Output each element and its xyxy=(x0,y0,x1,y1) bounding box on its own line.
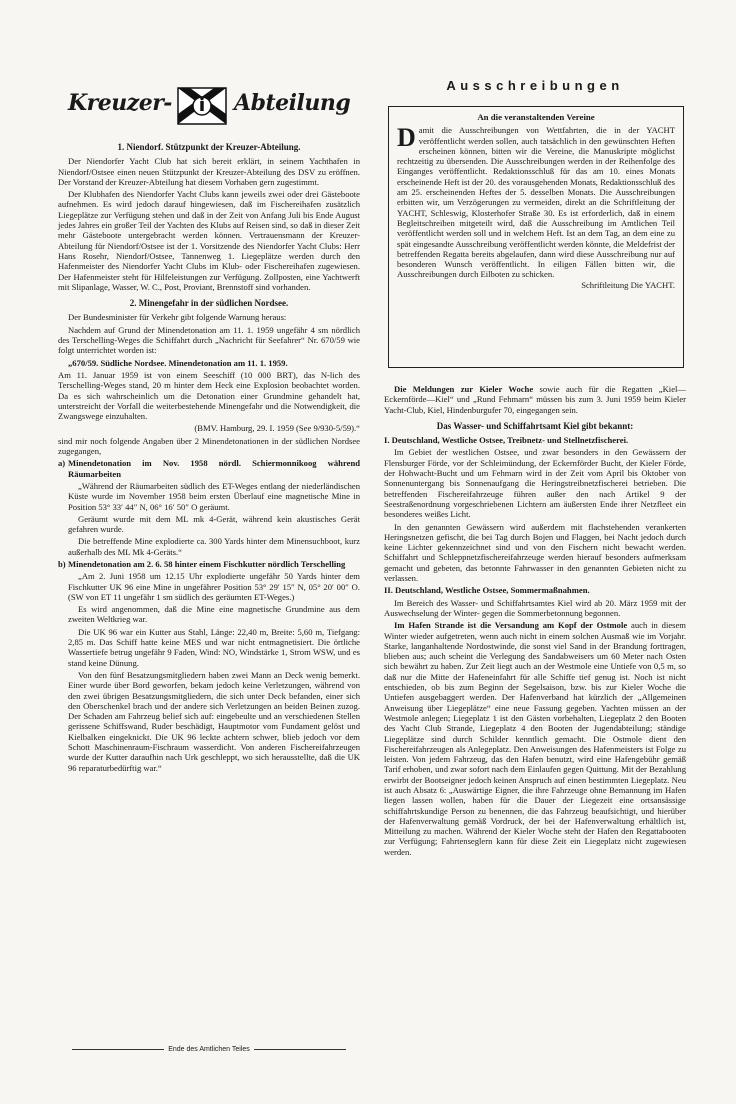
notice-quote-body: Am 11. Januar 1959 ist von einem Seeschiff (10 000 BRT), das N-lich des Terschelling-Weges stand, 20 m hinter dem Heck eine Explosion beobachtet worden. Da es sich wahrscheinlich um die Detonation einer Grundmine gehandelt hat, unterstreicht der Vorfall die weiterbestehende Minengefahr und die Notwendigkeit, die Zwangswege einzuhalten. xyxy=(58,369,360,422)
notice-box-body: amit die Ausschreibungen von Wettfahrten, die in der YACHT veröffentlicht werden sollen, auch tatsächlich in den gewünschten Heften erscheinen können, bitten wir die Vereine, die Manuskripte möglichst rechtzeitig zu übersenden. Die Ausschreibungen werden in der Reihenfolge des Einganges veröffentlicht. Redaktionsschluß für das am 10. eines Monats erscheinende Heft ist der 20. des vorausgehenden Monats, Redaktionsschluß des am 25. erscheinenden Heftes der 5. desselben Monats. Die Ausschreibungen erbitten wir, um Verzögerungen zu vermeiden, direkt an die Schriftleitung der YACHT, Schleswig, Klosterhofer Straße 30. Es ist erforderlich, daß in einem Begleitschreiben mitgeteilt wird, daß die Ausschreibung im Amtlichen Teil veröffentlicht werden soll und in welchem Heft. Ist an dem Tag, an dem eine zu spät eingesandte Ausschreibung veröffentlicht werden könnte, die Meldefrist der betreffenden Regatta bereits abgelaufen, dann wird diese Ausschreibung nur auf besonderen Wunsch veröffentlicht. In eiligen Fällen bitten wir, die Ausschreibungen durch Eilboten zu schicken. xyxy=(397,125,675,280)
list-item-b xyxy=(58,558,360,773)
list-item-paragraph: Von den fünf Besatzungsmitgliedern haben zwei Mann an Deck wenig bemerkt. Einer wurde über Bord geworfen, bekam jedoch keine Verletzungen, während von den zwei übrigen Besatzungsmitgliedern, die sich unter Deck befanden, einer sich den Oberschenkel brach und der andere sich Verletzungen an beiden Beinen zuzog. Der Schaden am Fahrzeug belief sich auf: eingebeulte und an verschiedenen Stellen gerissene Schiffswand, Ruder beschädigt, Hauptmotor vom Fundament gelöst und Kielbalken eingeknickt. Die UK 96 leckte achtern schwer, blieb jedoch vor dem Schott Maschinenraum-Fischraum wasserdicht. Von anderen Fischereifahrzeugen wurde der Kutter daraufhin nach Urk geschleppt, wo sich herausstellte, daß die UK 96 reparaturbedürftig war.“ xyxy=(68,669,360,773)
kreuzer-abteilung-heading xyxy=(58,84,360,130)
section-1-title: 1. Niendorf. Stützpunkt der Kreuzer-Abteilung. xyxy=(117,142,301,152)
heading-left-text: Kreuzer- xyxy=(68,90,172,116)
drop-cap: D xyxy=(397,123,416,153)
list-item-paragraph: Die UK 96 war ein Kutter aus Stahl, Länge: 22,40 m, Breite: 5,60 m, Tiefgang: 2,85 m. Das Schiff hatte keine MES und war nicht entmagnetisiert. Die örtliche Wassertiefe betrug ungefähr 9 Faden, Wind: NO, Windstärke 1, Strom WSW, und es stand keine Dünung. xyxy=(68,626,360,668)
notice-box-signature: Schriftleitung Die YACHT. xyxy=(581,279,675,290)
list-item-paragraph: „Am 2. Juni 1958 um 12.15 Uhr explodierte ungefähr 50 Yards hinter dem Fischkutter UK 96 eine Mine in ungefährer Position 53° 29′ 15″ N, 05° 20′ 00″ O. (SW von ET 11 ungefähr 1 sm südlich des geräumten ET-Weges.) xyxy=(68,571,360,602)
kieler-woche-text: sowie auch für die Regatten „Kiel—Eckernförde—Kiel“ und „Rund Fehmarn“ müssen bis zum 3. Juni 1959 beim Kieler Yacht-Club, Kiel, Hindenburgufer 70, eingegangen sein. xyxy=(384,384,686,415)
notice-box-text xyxy=(397,125,675,279)
list-item-a xyxy=(58,458,360,557)
section-1-paragraph: Der Niendorfer Yacht Club hat sich bereit erklärt, in seinem Yachthafen in Niendorf/Ostsee einen neuen Stützpunkt der Kreuzer-Abteilung des DSV zu eröffnen. Der Vorstand der Kreuzer-Abteilung hat diesem Vorhaben gern zugestimmt. xyxy=(58,156,360,187)
notice-box xyxy=(388,106,684,368)
notice-ii-title: II. Deutschland, Westliche Ostsee, Sommermaßnahmen. xyxy=(384,585,590,596)
section-2-title: 2. Minengefahr in der südlichen Nordsee. xyxy=(129,298,289,309)
right-column xyxy=(384,384,686,859)
section-2-paragraph: Der Bundesminister für Verkehr gibt folgende Warnung heraus: xyxy=(68,312,287,323)
section-2-paragraph: Nachdem auf Grund der Minendetonation am 11. 1. 1959 ungefähr 4 sm nördlich des Terschelling-Weges die Schiffahrt durch „Nachricht für Seefahrer“ Nr. 670/59 wie folgt unterrichtet worden ist: xyxy=(58,324,360,356)
notice-i-paragraph: In den genannten Gewässern wird außerdem mit flachstehenden verankerten Heringsnetzen gefischt, die bei Tag durch Bojen und Flaggen, bei Nacht jedoch durch keine Lichter gekennzeichnet sind und von den Fischern nicht bewacht werden. Schiffahrt und Schleppnetzfischereifahrzeuge werden hierauf besonders aufmerksam gemacht und gebeten, das betonnte Fahrwasser in den genannten Gebieten nicht zu verlassen. xyxy=(384,521,686,584)
end-of-official-section xyxy=(58,1046,360,1053)
notice-i-title: I. Deutschland, Westliche Ostsee, Treibnetz- und Stellnetzfischerei. xyxy=(384,435,629,446)
notice-quote-heading: „670/59. Südliche Nordsee. Minendetonation am 11. 1. 1959. xyxy=(68,357,288,368)
list-label: b) xyxy=(58,558,66,569)
list-item-title: Minendetonation im Nov. 1958 nördl. Schiermonnikoog während Räumarbeiten xyxy=(68,458,360,479)
list-item-paragraph: Es wird angenommen, daß die Mine eine magnetische Grundmine aus dem zweiten Weltkrieg war. xyxy=(68,604,360,625)
hafen-strande-lead: Im Hafen Strande ist die Versandung am Kopf der Ostmole xyxy=(394,620,628,631)
list-item-paragraph: „Während der Räumarbeiten südlich des ET-Weges entlang der niederländischen Küste wurde im November 1958 beim ersten Überlauf eine magnetische Mine in Position 53° 33′ 44″ N, 06° 16′ 50″ O geräumt. xyxy=(68,480,360,512)
notice-quote-source: (BMV. Hamburg, 29. I. 1959 (See 9/930-5/59).“ xyxy=(194,423,360,434)
kieler-woche-lead: Die Meldungen zur Kieler Woche xyxy=(394,384,534,394)
notice-ii-paragraph: Im Bereich des Wasser- und Schiffahrtsamtes Kiel wird ab 20. März 1959 mit der Auswechselung der Winter- gegen die Sommerbetonnung begonnen. xyxy=(384,597,686,618)
list-item-paragraph: Geräumt wurde mit dem ML mk 4-Gerät, während kein akustisches Gerät gefahren wurde. xyxy=(68,513,360,535)
notice-box-title: An die veranstaltenden Vereine xyxy=(477,112,595,122)
footer-text: Ende des Amtlichen Teiles xyxy=(168,1046,250,1053)
section-2-paragraph: sind mir noch folgende Angaben über 2 Minendetonationen in der südlichen Nordsee zugegangen, xyxy=(58,435,360,457)
section-1-paragraph: Der Klubhafen des Niendorfer Yacht Clubs kann jeweils zwei oder drei Gästeboote aufnehmen. Es wird jedoch darauf hingewiesen, daß im Fischereihafen zusätzlich Liegeplätze zur Verfügung stehen und daß in der Zeit von Anfang Juli bis Ende August jedes Jahres ein großer Teil der Yachten des Klubs auf Reisen sind, so daß in dieser Zeit mehr Gästeboote untergebracht werden können. Vertrauensmann der Kreuzer-Abteilung für Niendorf/Ostsee ist der 1. Vorsitzende des Niendorfer Yacht Clubs: Herr Hans Rosehr, Niendorf/Ostsee, Tannenweg 1. Liegeplätze werden durch den Hafenmeister des Niendorfer Yacht Clubs im Klub- oder Fischereihafen zugewiesen. Der Hafenmeister steht für Hilfeleistungen zur Verfügung. Zollposten, eine Yachtwerft mit Slipanlage, Wasser, W. C., Post, Proviant, Brennstoff sind vorhanden. xyxy=(58,189,360,292)
left-column xyxy=(58,142,360,775)
wsa-kiel-title: Das Wasser- und Schiffahrtsamt Kiel gibt bekannt: xyxy=(436,420,634,431)
kieler-woche-paragraph xyxy=(384,384,686,415)
list-item-paragraph: Die betreffende Mine explodierte ca. 300 Yards hinter dem Minensuchboot, kurz außerhalb des ML Mk 4-Geräts.“ xyxy=(68,536,360,557)
hafen-strande-paragraph xyxy=(384,620,686,857)
list-label: a) xyxy=(58,458,66,469)
hafen-strande-text: auch in diesem Winter wieder aufgetreten, wenn auch nicht in einem solchen Ausmaß wie im Vorjahr. Starke, langanhaltende Nordostwinde, die sonst viel Sand in der Brandung forttragen, blieben aus; auch scheint die Verlegung des Sandabweisers um 60 Meter nach Osten sich bewährt zu haben. Zur Zeit liegt auch an der Westmole eine Untiefe von 0,5 m, so daß nur die Mitte der Hafeneinfahrt für alle Schiffe tief genug ist. Noch ist nicht entschieden, ob bis zum Beginn der Segelsaison, bzw. bis zur Kieler Woche die Untiefen ausgebaggert werden. Der Hafenverband hat kürzlich der „Allgemeinen Anweisung über Liegeplätze“ eine neue Fassung gegeben. Yachten müssen an der Westmole anlegen; Liegeplatz 1 ist den Gästen vorbehalten, Liegeplatz 2 den Booten des Yacht Club Strande, Liegeplatz 4 den Booten der Jugendabteilung; ständige Liegeplätze sind durch Schilder kenntlich gemacht. Die Ostmole dient den Fischereifahrzeugen als Anlegeplatz. Den Anweisungen des Hafenmeisters ist Folge zu leisten. Von jedem Fahrzeug, das den Hafen benutzt, wird eine Hafengebühr gemäß Tarif erhoben, und zwar sofort nach dem Einlaufen gegen Quittung. Mit der Bezahlung erwirbt der Bootseigner jedoch keinen Anspruch auf einen bestimmten Liegeplatz. Neu ist auch Absatz 6: „Auswärtige Eigner, die ihre Fahrzeuge ohne Bemannung im Hafen liegen lassen wollen, haben für die Dauer der Liegezeit eine ortsansässige schiffahrtskundige Person zu benennen, die das Fahrzeug beaufsichtigt, und hierüber der Hafenverwaltung gemäß Vordruck, der bei der Hafenverwaltung erhältlich ist, Mitteilung zu machen. Während der Kieler Woche steht der Hafen den Regattabooten zur Verfügung; Fahrtenseglern kann für diese Zeit ein Liegeplatz nicht zugewiesen werden. xyxy=(384,620,686,857)
divider xyxy=(254,1049,346,1050)
ausschreibungen-title: Ausschreibungen xyxy=(446,78,624,93)
divider xyxy=(72,1049,164,1050)
heading-right-text: Abteilung xyxy=(234,90,351,116)
notice-i-paragraph: Im Gebiet der westlichen Ostsee, und zwar besonders in den Gewässern der Flensburger Förde, vor der Schleimündung, der Eckernförder Bucht, der Kieler Förde, der Hohwacht-Bucht und um Fehmarn wird in der Zeit vom April bis Oktober von Sonnenuntergang bis Sonnenaufgang die Heringstreibnetzfischerei betrieben. Die betreffenden Fischereifahrzeuge führen außer den nach Artikel 9 der Seestraßenordnung vorgeschriebenen Lichtern am äußersten Ende ihrer Netzfleet ein besonderes weißes Licht. xyxy=(384,447,686,520)
kreuzer-flag-emblem-icon xyxy=(172,84,232,128)
list-item-title: Minendetonation am 2. 6. 58 hinter einem Fischkutter nördlich Terschelling xyxy=(68,558,346,569)
